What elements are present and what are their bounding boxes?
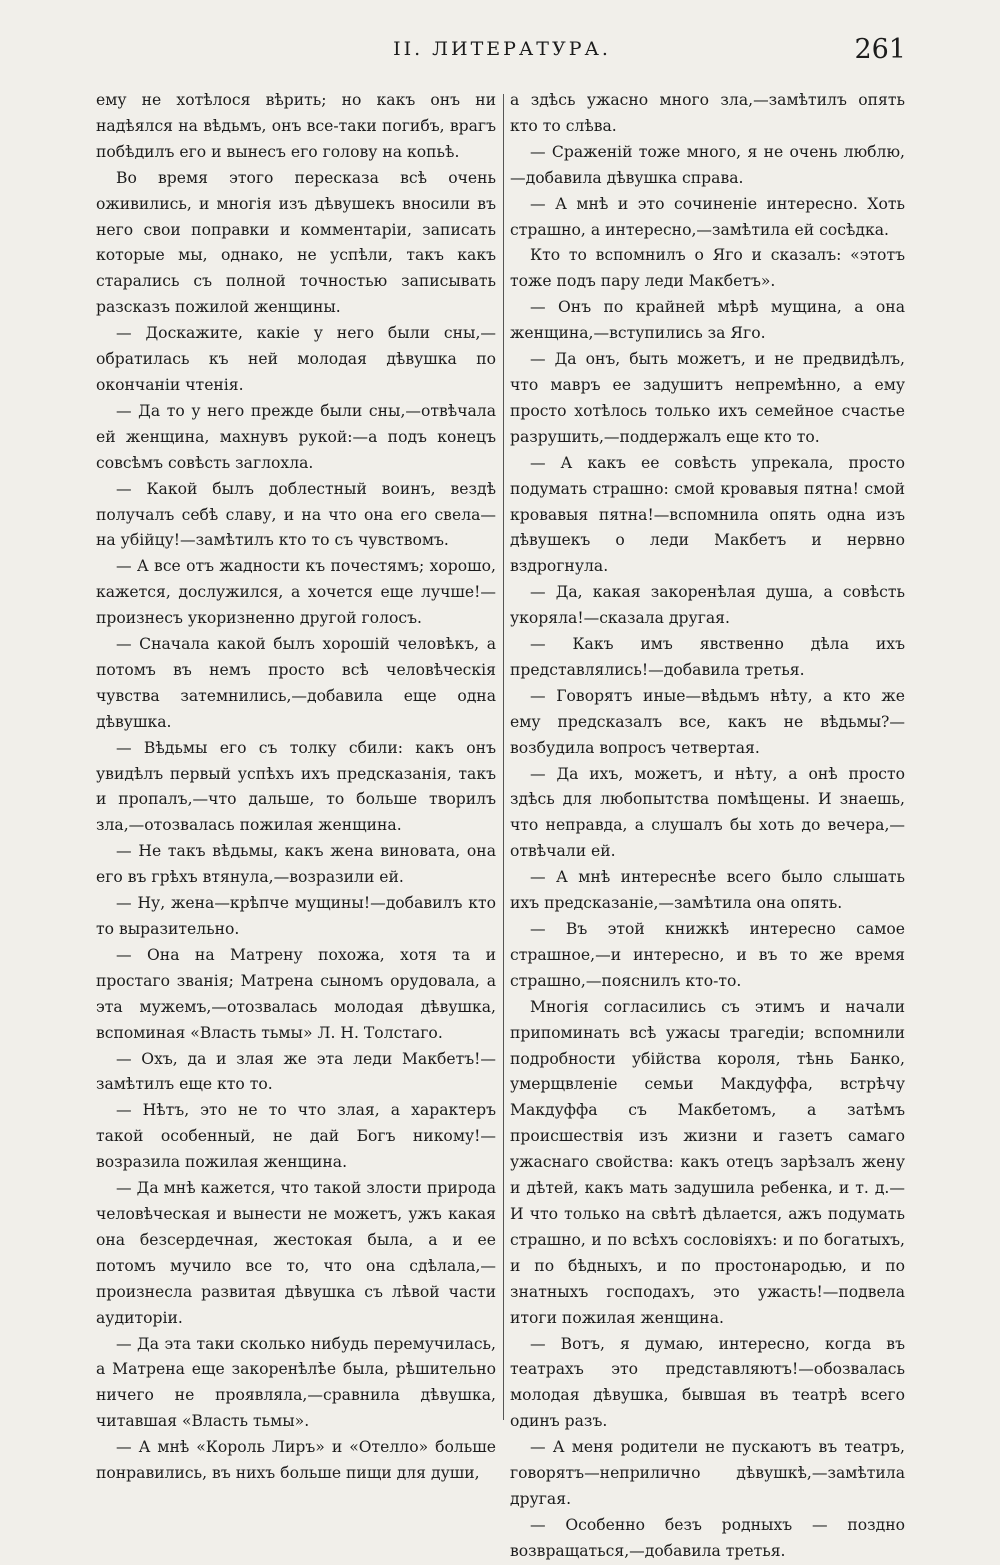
paragraph: — Да эта таки сколько нибудь перемучилась, а Матрена еще закоренѣлѣе была, рѣшительно ничего не проявляла,—сравнила дѣвушка, читавшая «Власть тьмы». — [96, 1334, 496, 1431]
paragraph: — Какой былъ доблестный воинъ, вездѣ получалъ себѣ славу, и на что она его свела—на убійцу!—замѣтилъ кто то съ чувствомъ. — [96, 479, 496, 550]
column-divider — [503, 94, 504, 1420]
running-title: II. ЛИТЕРАТУРА. — [393, 38, 611, 60]
paragraph: ему не хотѣлося вѣрить; но какъ онъ ни надѣялся на вѣдьмъ, онъ все-таки погибъ, врагъ побѣдилъ его и вынесъ его голову на копьѣ. — [96, 91, 496, 161]
paragraph: — А меня родители не пускаютъ въ театръ, говорятъ—неприлично дѣвушкѣ,—замѣтила другая. — [510, 1438, 905, 1508]
paragraph: — Нѣтъ, это не то что злая, а характеръ такой особенный, не дай Богъ никому!—возразила пожилая женщина. — [96, 1101, 496, 1172]
paragraph: — Особенно безъ родныхъ — поздно возвращаться,—добавила третья. — [510, 1515, 905, 1560]
left-column — [96, 88, 496, 1483]
paragraph: — А мнѣ и это сочиненіе интересно. Хоть страшно, а интересно,—замѣтила ей сосѣдка. — [510, 194, 905, 239]
paragraph: — А мнѣ интереснѣе всего было слышать ихъ предсказаніе,—замѣтила она опять. — [510, 868, 905, 913]
paragraph: — Доскажите, какіе у него были сны,—обратилась къ ней молодая дѣвушка по окончаніи чтенія. — [96, 324, 496, 394]
paragraph: — Да, какая закоренѣлая душа, а совѣсть укоряла!—сказала другая. — [510, 583, 905, 628]
paragraph: — Онъ по крайней мѣрѣ мущина, а она женщина,—вступились за Яго. — [510, 298, 905, 343]
paragraph: — А мнѣ «Король Лиръ» и «Отелло» больше понравились, въ нихъ больше пищи для души, — [96, 1438, 496, 1483]
paragraph: Во время этого пересказа всѣ очень оживились, и многія изъ дѣвушекъ вносили въ него свои поправки и комментаріи, записать которые мы, однако, не успѣли, такъ какъ старались съ полной точностью записывать разсказъ пожилой женщины. — [96, 168, 496, 317]
paragraph: — Сраженій тоже много, я не очень люблю,—добавила дѣвушка справа. — [510, 142, 905, 187]
paragraph: — Да ихъ, можетъ, и нѣту, а онѣ просто здѣсь для любопытства помѣщены. И знаешь, что неправда, а слушалъ бы хоть до вечера,—отвѣчали ей. — [510, 764, 905, 861]
page-number: 261 — [854, 34, 906, 65]
paragraph: — Ну, жена—крѣпче мущины!—добавилъ кто то выразительно. — [96, 894, 496, 938]
paragraph: Кто то вспомнилъ о Яго и сказалъ: «этотъ тоже подъ пару леди Макбетъ». — [510, 246, 905, 291]
paragraph: — Да то у него прежде были сны,—отвѣчала ей женщина, махнувъ рукой:—а подъ конецъ совсѣмъ совѣсть заглохла. — [96, 401, 496, 472]
paragraph: — Да мнѣ кажется, что такой злости природа человѣческая и вынести не можетъ, ужъ какая она безсердечная, жестокая была, а и ее потомъ мучило все то, что она сдѣлала,—произнесла развитая дѣвушка съ лѣвой части аудиторіи. — [96, 1179, 496, 1327]
right-column — [510, 88, 905, 1560]
paragraph: а здѣсь ужасно много зла,—замѣтилъ опять кто то слѣва. — [510, 91, 905, 135]
paragraph: Многія согласились съ этимъ и начали припоминать всѣ ужасы трагедіи; вспомнили подробности убійства короля, тѣнь Банко, умерщвленіе семьи Макдуффа, встрѣчу Макдуффа съ Макбетомъ, а затѣмъ происшествія изъ жизни и газетъ самаго ужаснаго свойства: какъ отецъ зарѣзалъ жену и дѣтей, какъ мать задушила ребенка, и т. д.—И что только на свѣтѣ дѣлается, ажъ подумать страшно, и по всѣхъ сословіяхъ: и по богатыхъ, и по бѣдныхъ, и по простонародью, и по знатныхъ господахъ, это ужасть!—подвела итоги пожилая женщина. — [510, 997, 905, 1327]
paragraph: — Не такъ вѣдьмы, какъ жена виновата, она его въ грѣхъ втянула,—возразили ей. — [96, 842, 496, 887]
paragraph: — Она на Матрену похожа, хотя та и простаго званія; Матрена сыномъ орудовала, а эта мужемъ,—отозвалась молодая дѣвушка, вспоминая «Власть тьмы» Л. Н. Толстаго. — [96, 945, 496, 1042]
paragraph: — А какъ ее совѣсть упрекала, просто подумать страшно: смой кровавыя пятна! смой кровавыя пятна!—вспомнила опять одна изъ дѣвушекъ о леди Макбетъ и нервно вздрогнула. — [510, 453, 905, 576]
paragraph: — Сначала какой былъ хорошій человѣкъ, а потомъ въ немъ просто всѣ человѣческія чувства затемнились,—добавила еще одна дѣвушка. — [96, 635, 496, 731]
paragraph: — Вѣдьмы его съ толку сбили: какъ онъ увидѣлъ первый успѣхъ ихъ предсказанія, такъ и пропалъ,—что дальше, то больше творилъ зла,—отозвалась пожилая женщина. — [96, 738, 496, 835]
page-header — [88, 34, 916, 66]
paragraph: — А все отъ жадности къ почестямъ; хорошо, кажется, дослужился, а хочется еще лучше!—произнесъ укоризненно другой голосъ. — [96, 557, 496, 628]
paragraph: — Говорятъ иные—вѣдьмъ нѣту, а кто же ему предсказалъ все, какъ не вѣдьмы?—возбудила вопросъ четвертая. — [510, 686, 905, 757]
paragraph: — Въ этой книжкѣ интересно самое страшное,—и интересно, и въ то же время страшно,—пояснилъ кто-то. — [510, 920, 905, 990]
paragraph: — Вотъ, я думаю, интересно, когда въ театрахъ это представляютъ!—обозвалась молодая дѣвушка, бывшая въ театрѣ всего одинъ разъ. — [510, 1334, 905, 1431]
paragraph: — Охъ, да и злая же эта леди Макбетъ!—замѣтилъ еще кто то. — [96, 1049, 496, 1094]
paragraph: — Да онъ, быть можетъ, и не предвидѣлъ, что мавръ ее задушитъ непремѣнно, а ему просто хотѣлось только ихъ семейное счастье разрушить,—поддержалъ еще кто то. — [510, 350, 905, 446]
paragraph: — Какъ имъ явственно дѣла ихъ представлялись!—добавила третья. — [510, 635, 905, 679]
